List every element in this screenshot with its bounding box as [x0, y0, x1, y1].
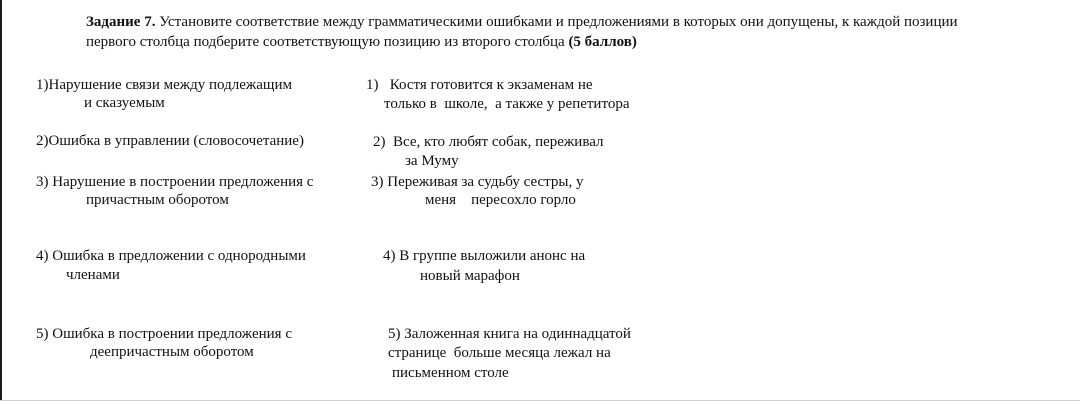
sentence-item-3-line2: меня пересохло горло: [425, 192, 576, 208]
sentence-item-5-line1: 5) Заложенная книга на одиннадцатой: [388, 326, 631, 342]
task-points: (5 баллов): [568, 34, 637, 50]
error-item-1-line2: и сказуемым: [84, 95, 165, 111]
error-item-2-line1: 2)Ошибка в управлении (словосочетание): [36, 133, 304, 149]
sentence-item-5-line3: письменном столе: [392, 365, 509, 381]
task-header-line2: [86, 32, 637, 52]
page-left-border: [0, 0, 2, 401]
error-item-3-line2: причастным оборотом: [86, 192, 229, 208]
task-instruction-part2: первого столбца подберите соответствующую позицию из второго столбца: [86, 34, 569, 50]
task-header-line1: [86, 12, 958, 32]
sentence-item-2-line2: за Муму: [405, 153, 459, 169]
error-item-4-line2: членами: [66, 267, 120, 283]
sentence-item-4-line1: 4) В группе выложили анонс на: [383, 248, 586, 264]
sentence-item-4-line2: новый марафон: [420, 268, 520, 284]
error-item-5-line1: 5) Ошибка в построении предложения с: [36, 326, 292, 342]
sentence-item-1-line1: 1) Костя готовится к экзаменам не: [366, 77, 593, 93]
error-item-4-line1: 4) Ошибка в предложении с однородными: [36, 248, 306, 264]
sentence-item-3-line1: 3) Переживая за судьбу сестры, у: [371, 174, 584, 190]
sentence-item-2-line1: 2) Все, кто любят собак, переживал: [373, 134, 604, 150]
error-item-5-line2: деепричастным оборотом: [90, 344, 254, 360]
error-item-1-line1: 1)Нарушение связи между подлежащим: [36, 77, 292, 93]
task-instruction-part1: Установите соответствие между грамматическими ошибками и предложениями в которых они допущены, к каждой позиции: [155, 14, 958, 30]
sentence-item-1-line2: только в школе, а также у репетитора: [384, 96, 630, 112]
error-item-3-line1: 3) Нарушение в построении предложения с: [36, 174, 314, 190]
sentence-item-5-line2: странице больше месяца лежал на: [388, 345, 611, 361]
task-title: Задание 7.: [86, 14, 156, 30]
